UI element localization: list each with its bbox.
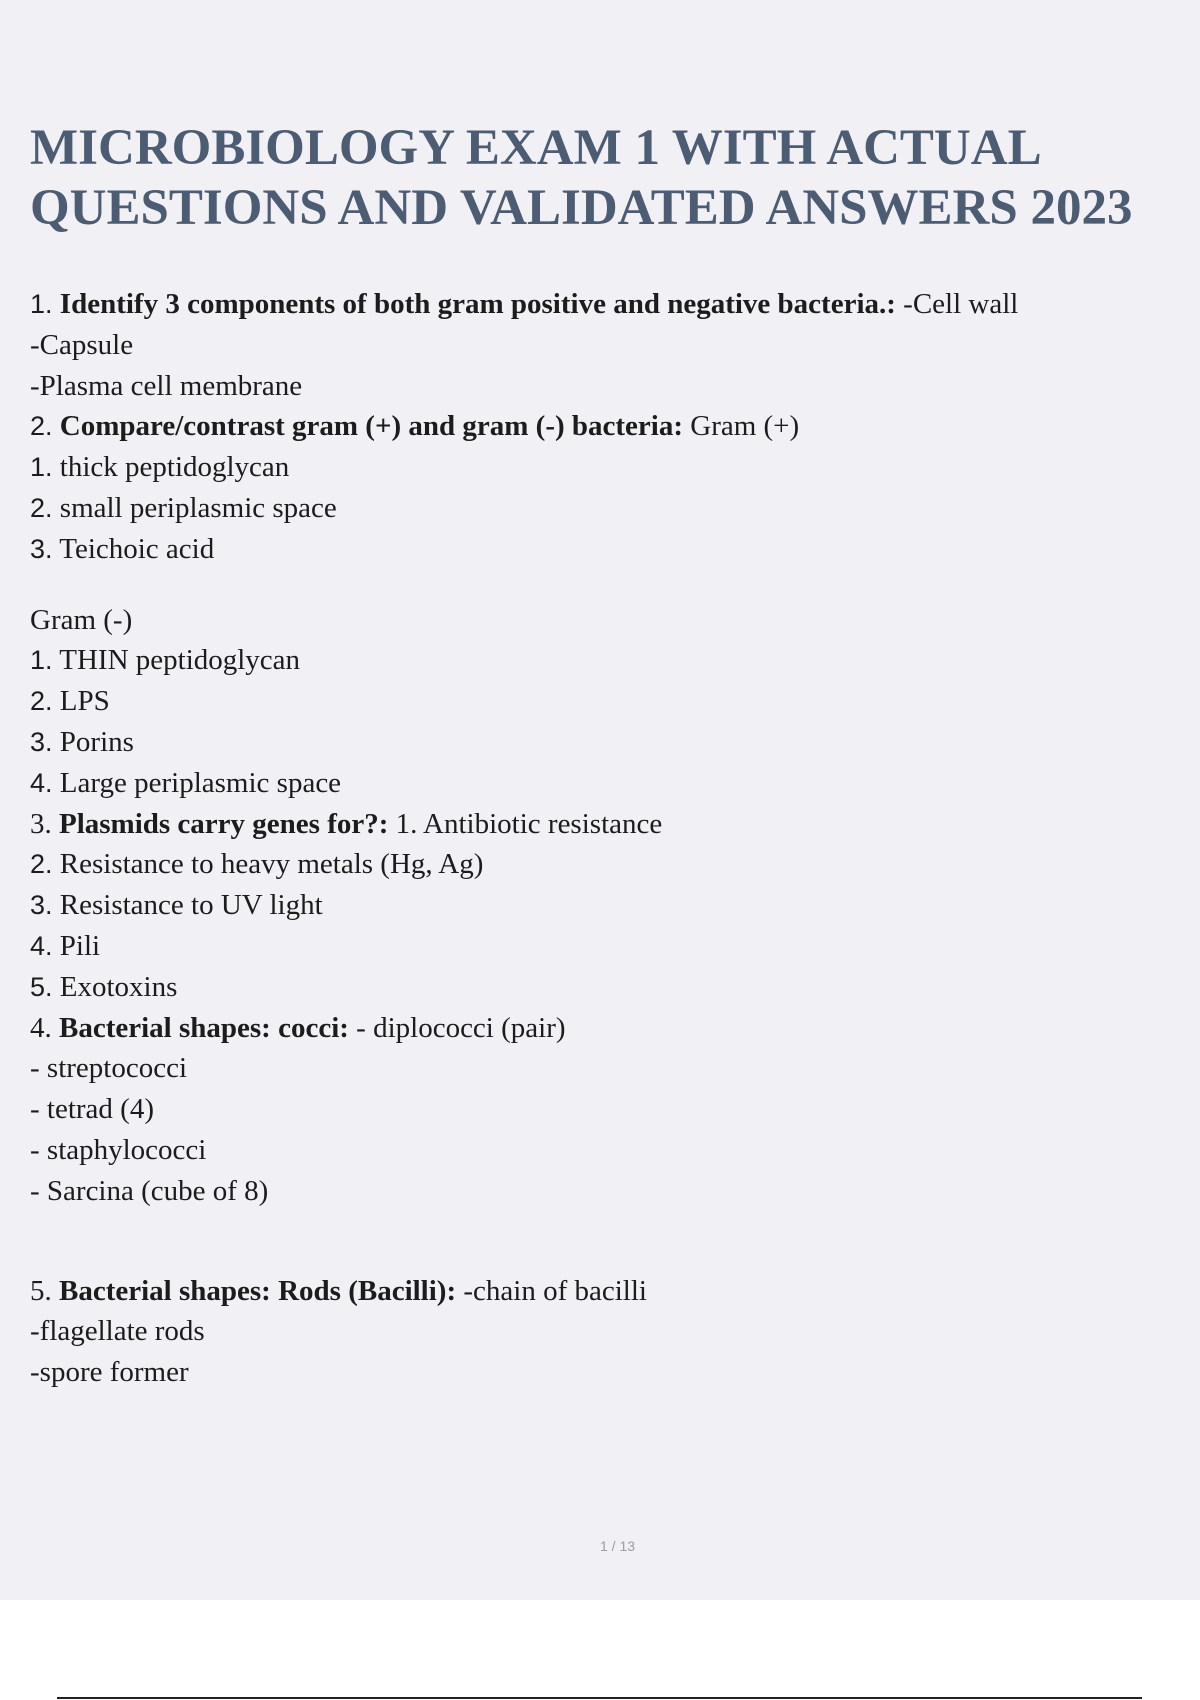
question-text: Compare/contrast gram (+) and gram (-) bacteria:: [59, 410, 683, 443]
answer-line: [30, 885, 1180, 926]
question-text: Bacterial shapes: cocci:: [59, 1011, 349, 1044]
list-number: 2.: [30, 849, 53, 880]
bottom-divider: [57, 1697, 1142, 1699]
answer-line: [30, 447, 1180, 488]
question-number: 5.: [30, 1274, 52, 1307]
answer-line: [30, 722, 1180, 763]
title-line-1: MICROBIOLOGY EXAM 1 WITH ACTUAL: [30, 120, 1042, 176]
list-text: Teichoic acid: [52, 532, 215, 565]
question-1: [30, 284, 1180, 325]
list-text: small periplasmic space: [52, 491, 337, 524]
answer-line: [30, 681, 1180, 722]
answer-text: 1. Antibiotic resistance: [388, 807, 663, 840]
list-text: Exotoxins: [52, 970, 178, 1003]
list-text: Resistance to UV light: [52, 889, 323, 922]
question-4: [30, 1008, 1180, 1049]
answer-line: [30, 488, 1180, 529]
list-number: 3.: [30, 890, 53, 921]
answer-line: -flagellate rods: [30, 1315, 205, 1348]
answer-line: [30, 926, 1180, 967]
answer-line: Gram (-): [30, 603, 133, 636]
list-number: 1.: [30, 645, 53, 676]
list-number: 1.: [30, 452, 53, 483]
list-text: Pili: [52, 929, 101, 962]
question-text: Plasmids carry genes for?:: [59, 807, 389, 840]
list-number: 2.: [30, 492, 53, 523]
question-number: 1.: [30, 289, 53, 319]
question-text: Bacterial shapes: Rods (Bacilli):: [59, 1274, 457, 1307]
answer-line: - staphylococci: [30, 1133, 207, 1166]
answer-text: - diplococci (pair): [348, 1011, 566, 1044]
answer-line: -Plasma cell membrane: [30, 369, 303, 402]
question-number: 4.: [30, 1011, 52, 1044]
question-number: 3.: [30, 807, 52, 840]
answer-line: - Sarcina (cube of 8): [30, 1174, 269, 1207]
question-text: Identify 3 components of both gram positive and negative bacteria.:: [59, 288, 896, 320]
answer-text: -Cell wall: [895, 288, 1019, 320]
answer-line: -spore former: [30, 1356, 189, 1389]
list-text: thick peptidoglycan: [52, 451, 290, 484]
answer-line: - tetrad (4): [30, 1093, 154, 1126]
answer-line: - streptococci: [30, 1052, 188, 1085]
page-title: [30, 118, 1170, 238]
question-number: 2.: [30, 411, 53, 442]
answer-line: [30, 640, 1180, 681]
list-number: 2.: [30, 686, 53, 717]
list-number: 3.: [30, 726, 53, 757]
answer-line: [30, 967, 1180, 1008]
title-line-2: QUESTIONS AND VALIDATED ANSWERS 2023: [30, 180, 1133, 236]
question-2: [30, 406, 1180, 447]
answer-line: -Capsule: [30, 328, 134, 361]
list-text: Porins: [52, 725, 134, 758]
list-text: Large periplasmic space: [52, 766, 342, 799]
answer-line: [30, 763, 1180, 804]
qa-content: [30, 284, 1180, 1393]
list-text: Resistance to heavy metals (Hg, Ag): [52, 848, 484, 881]
list-number: 5.: [30, 971, 53, 1002]
list-number: 3.: [30, 533, 53, 564]
list-text: LPS: [52, 685, 110, 718]
list-number: 4.: [30, 767, 53, 798]
question-5: [30, 1271, 1180, 1312]
list-text: THIN peptidoglycan: [52, 644, 301, 677]
answer-text: Gram (+): [683, 410, 800, 443]
question-3: [30, 804, 1180, 845]
answer-line: [30, 529, 1180, 570]
list-number: 4.: [30, 930, 53, 961]
answer-line: [30, 844, 1180, 885]
answer-text: -chain of bacilli: [456, 1274, 647, 1307]
page-number: 1 / 13: [599, 1538, 636, 1554]
